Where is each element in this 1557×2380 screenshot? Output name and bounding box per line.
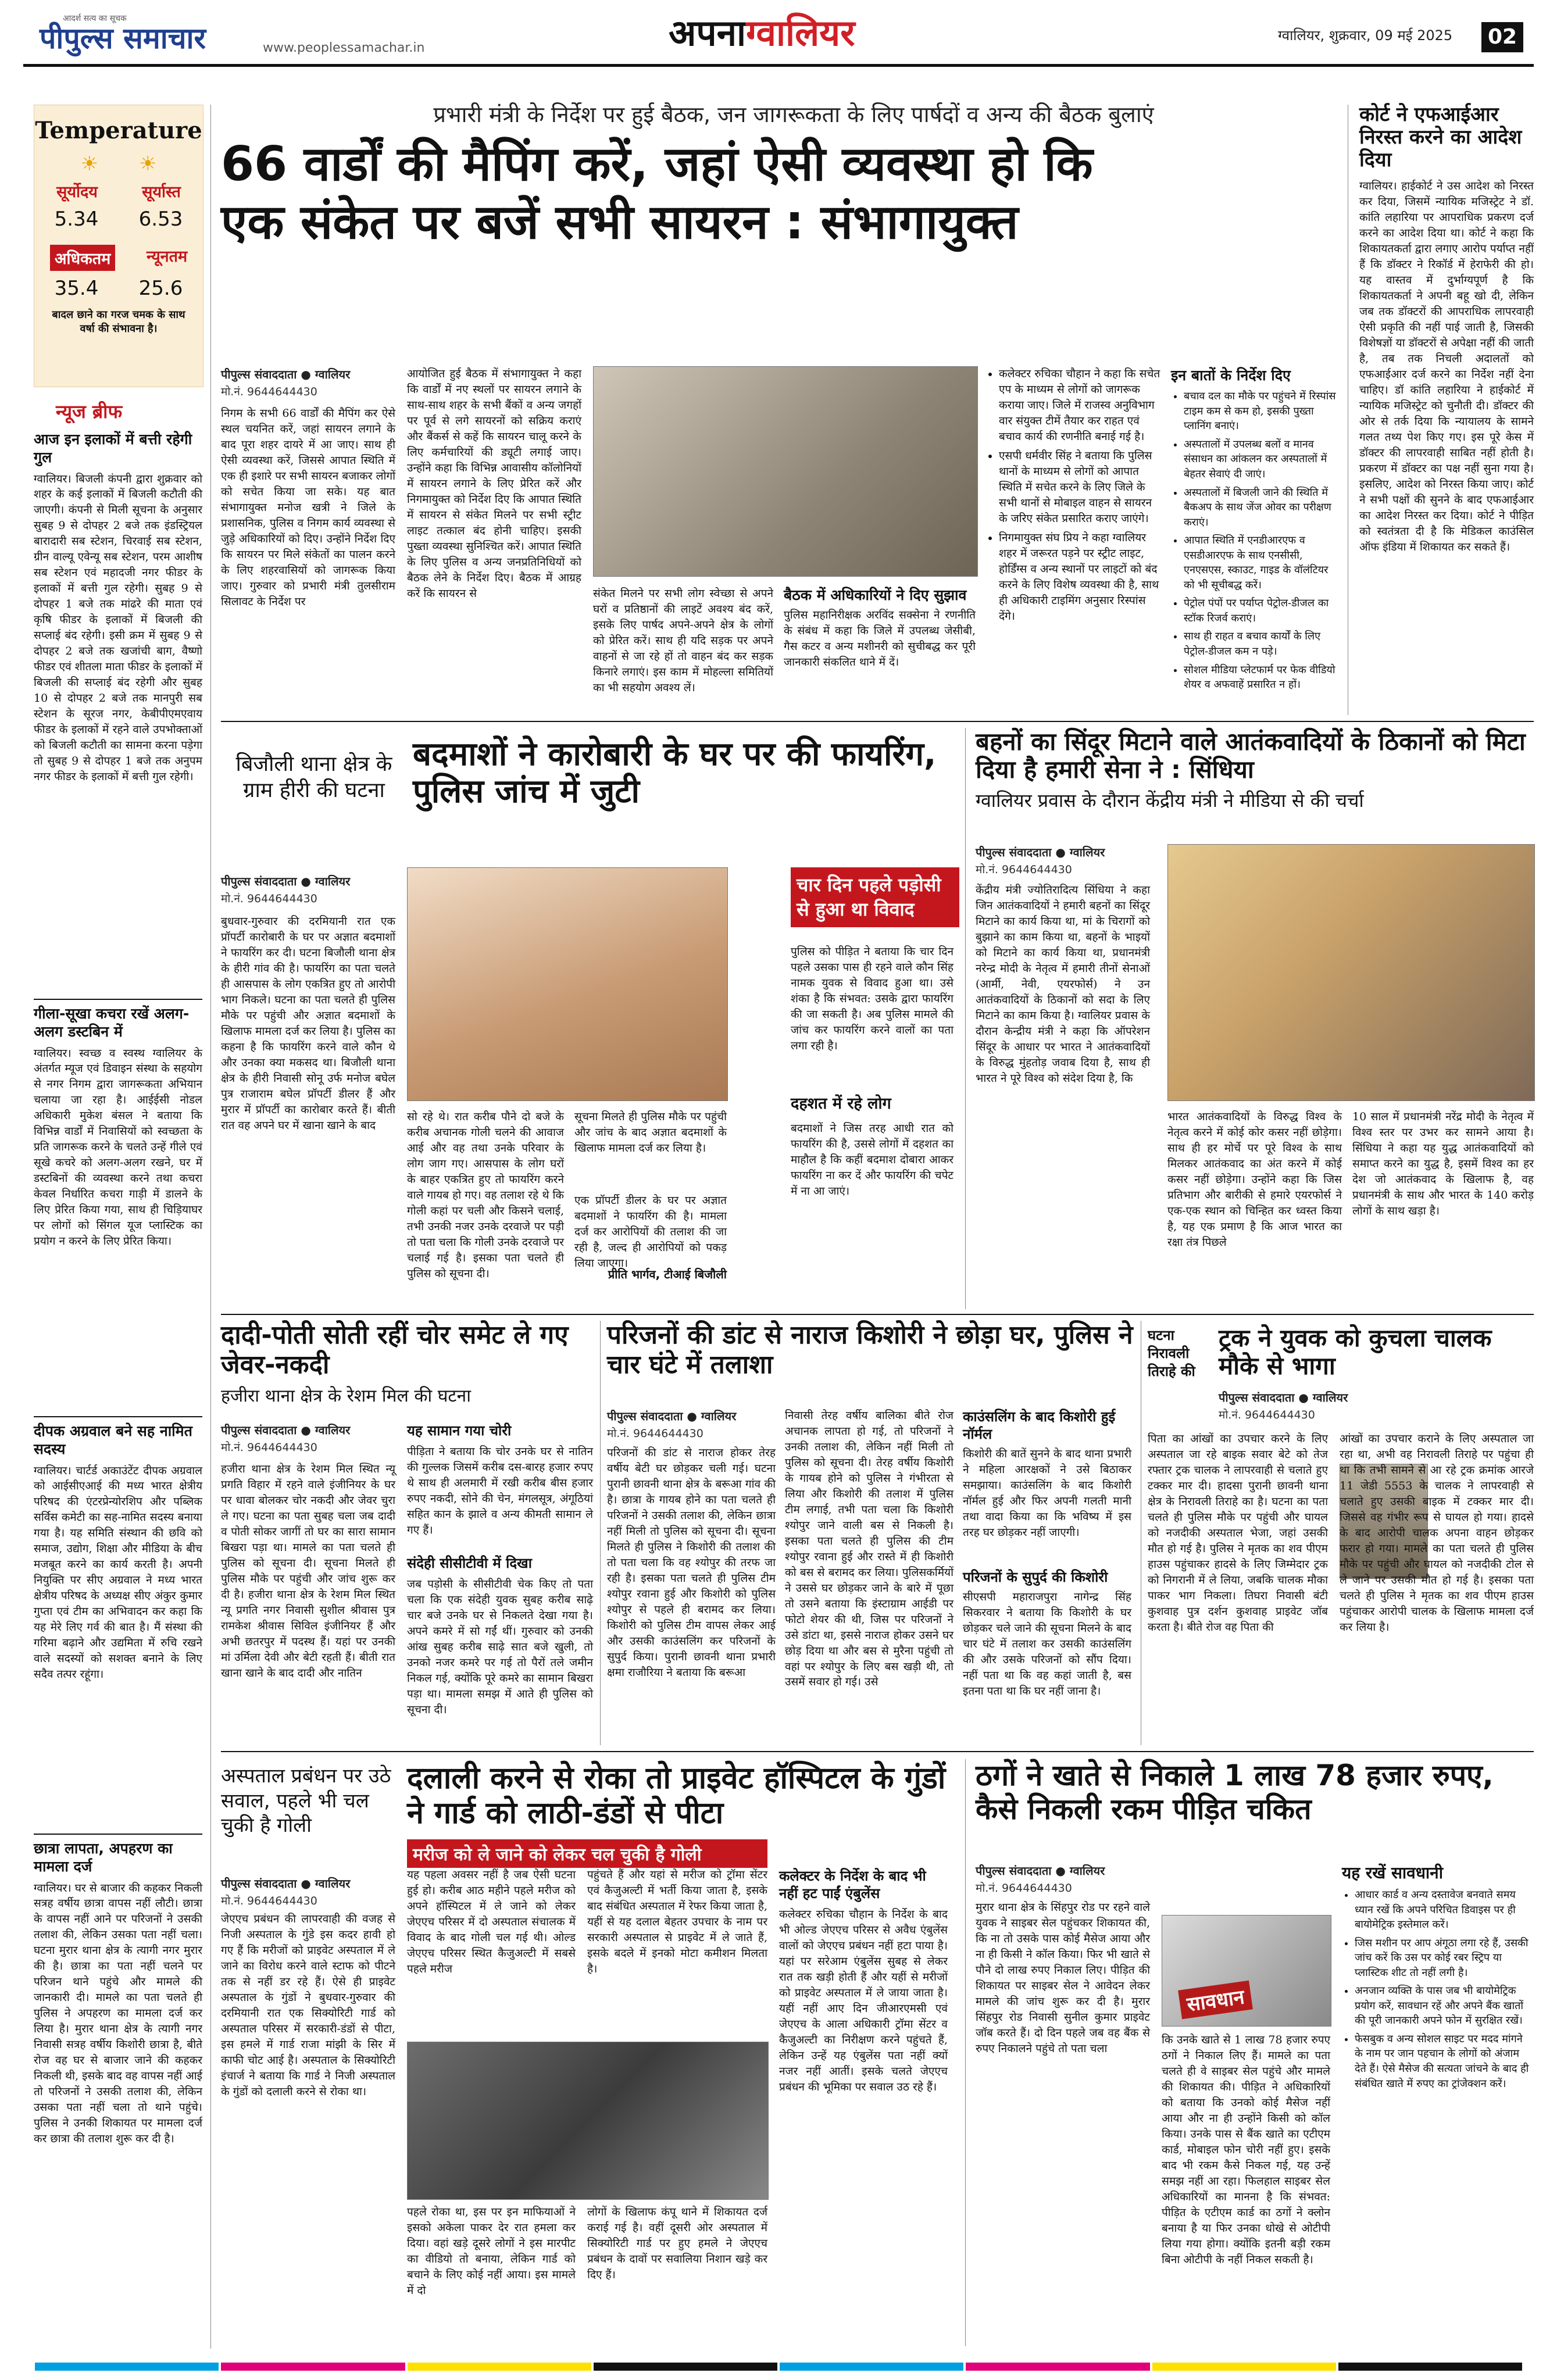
lead-headline-2: एक संकेत पर बजें सभी सायरन : संभागायुक्त [221, 195, 1019, 251]
masthead [0, 0, 1557, 67]
lead-col3: संकेत मिलने पर सभी लोग स्वेच्छा से अपने घरों व प्रतिष्ठानों की लाइटें अवश्य बंद करें, इसके लिए पार्षद अपने-अपने क्षेत्र के लोगों को प्रेरित करें। साथ ही यदि सड़क पर अपने वाहनों से जा रहे हों तो वाहन बंद कर सड़क किनारे लगाएं। इस काम में मोहल्ला समितियों का भी सहयोग अवश्य लें। [593, 587, 773, 694]
girl-col1: परिजनों की डांट से नाराज होकर तेरह वर्षीय बेटी घर छोड़कर चली गई। घटना पुरानी छावनी थाना क्षेत्र के बरूआ गांव की है। छात्रा के गायब होने का पता चलते ही परिजनों ने उसकी तलाश की, लेकिन छात्रा नहीं मिली तो पुलिस को सूचना दी। सूचना मिलते ही पुलिस ने किशोरी की तलाश की तो पता चला कि वह श्योपुर की तरफ जा रही है। इसका पता चलते ही पुलिस टीम श्योपुर रवाना हुई और किशोरी को पुलिस श्योपुर से पहले ही बरामद कर लिया। किशोरी को पुलिस टीम वापस लेकर आई और उसकी काउंसलिंग कर परिजनों के सुपुर्द किया। पुरानी छावनी थाना प्रभारी क्षमा राजौरिया ने बताया कि बरूआ [607, 1446, 776, 1679]
tips-title: यह रखें सावधानी [1342, 1863, 1443, 1882]
scindia-phone: मो.नं. 9644644430 [976, 863, 1072, 876]
theft-col1: हजीरा थाना क्षेत्र के रेशम मिल स्थित न्यू प्रगति विहार में रहने वाले इंजीनियर के घर पर धावा बोलकर चोर नकदी और जेवर चुरा ले गए। घटना का पता सुबह चला जब दादी व पोती सोकर जागीं तो घर का सारा सामान बिखरा पड़ा था। मामले का पता चलते ही पुलिस को सूचना दी। सूचना मिलते ही पुलिस मौके पर पहुंची और जांच शुरू कर दी है। हजीरा थाना क्षेत्र के रेशम मिल स्थित न्यू प्रगति नगर निवासी सुशील श्रीवास पुत्र रामकेश श्रीवास सिविल इंजीनियर हैं और अभी छतरपुर में पदस्थ हैं। यहां पर उनकी मां उर्मिला देवी और बेटी रहती हैं। बीती रात खाना खाने के बाद दादी और नातिन [221, 1463, 395, 1679]
dateline: ग्वालियर, शुक्रवार, 09 मई 2025 [1278, 27, 1453, 44]
firing-badge: चार दिन पहले पड़ोसी से हुआ था विवाद [791, 867, 959, 927]
accident-story [1148, 1321, 1534, 1745]
counselling-body: किशोरी की बातें सुनने के बाद थाना प्रभारी ने महिला आरक्षकों ने उसे बिठाकर समझाया। काउंसलिंग के बाद किशोरी नॉर्मल हुई और फिर अपनी गलती मानी तथा वादा किया का कि भविष्य में इस तरह घर छोड़कर नहीं जाएगी। [963, 1448, 1131, 1539]
hospital-headline: दलाली करने से रोका तो प्राइवेट हॉस्पिटल के गुंडों ने गार्ड को लाठी-डंडों से पीटा [407, 1761, 946, 1831]
lead-story [221, 99, 1337, 715]
stolen-body: पीड़िता ने बताया कि चोर उनके घर से नातिन की गुल्लक जिसमें करीब दस-बारह हजार रुपए थे साथ ही अलमारी में रखी करीब बीस हजार रुपए नकदी, सोने की चेन, मंगलसूत्र, अंगूठियां सहित कान के झाले व अन्य कीमती सामान ले गए हैं। [407, 1445, 593, 1536]
points-item: • पेट्रोल पंपों पर पर्याप्त पेट्रोल-डीजल का स्टॉक रिजर्व कराएं। [1184, 596, 1337, 626]
tips-item: • फेसबुक व अन्य सोशल साइट पर मदद मांगने के नाम पर जान पहचान के लोगों को अंजाम देते हैं। ऐसे मैसेज की सत्यता जांचने के बाद ही संबंधित खाते में रुपए का ट्रांजेक्शन करें। [1355, 2032, 1534, 2091]
scindia-photo [1167, 844, 1535, 1101]
fraud-photo-text: सावधान [1178, 1981, 1253, 2020]
tips-item: • आधार कार्ड व अन्य दस्तावेज बनवाते समय ध्यान रखें कि अपने परिचित डिवाइस पर ही बायोमेट्रिक इस्तेमाल करें। [1355, 1888, 1534, 1932]
fraud-byline: पीपुल्स संवाददाता ● ग्वालियर मो.नं. 9644644430 [976, 1864, 1105, 1895]
tips-box [1342, 1863, 1534, 2339]
tips-item: • जिस मशीन पर आप अंगूठा लगा रहे हैं, उसकी जांच करें कि उस पर कोई रबर स्ट्रिप या प्लास्टिक शीट तो नहीं लगी है। [1355, 1936, 1534, 1981]
firing-story [221, 728, 955, 1309]
brief-title: दीपक अग्रवाल बने सह नामित सदस्य [34, 1423, 192, 1458]
fraud-story [976, 1759, 1534, 2346]
news-brief-column [34, 430, 202, 2337]
lead-byline: पीपुल्स संवाददाता ● ग्वालियर मो.नं. 9644644430 [221, 366, 395, 399]
brand-tagline: आदर्श सत्य का सूचक [63, 14, 127, 23]
lead-phone: मो.नं. 9644644430 [221, 385, 317, 398]
sun-icons [34, 152, 203, 176]
accident-phone: मो.नं. 9644644430 [1219, 1409, 1315, 1421]
hospital-phone: मो.नं. 9644644430 [221, 1895, 317, 1907]
lead-col1: निगम के सभी 66 वार्डों की मैपिंग कर ऐसे स्थल चयनित करें, जहां सायरन लगाने के बाद पूरा शहर दायरे में आ जाए। साथ ही ऐसी व्यवस्था करें, जिससे आपात स्थिति में एक ही इशारे पर सभी सायरन बजाकर लोगों को सचेत किया जा सके। यह बात संभागायुक्त मनोज खत्री ने जिले के प्रशासनिक, पुलिस व निगम कार्य व्यवस्था से जुड़े अधिकारियों को दिए। उन्होंने निर्देश दिए कि सायरन पर मिले संकेतों का पालन करने के लिए शहरवासियों को जागरूक किया जाए। गुरुवार को प्रभारी मंत्री तुलसीराम सिलावट के निर्देश पर [221, 407, 395, 608]
section-title-part1: अपना [669, 12, 747, 54]
hospital-byline: पीपुल्स संवाददाता ● ग्वालियर मो.नं. 9644644430 [221, 1877, 351, 1907]
theft-subhead: हजीरा थाना क्षेत्र के रेशम मिल की घटना [221, 1386, 471, 1407]
section-title-part2: ग्वालियर [746, 12, 855, 54]
firing-quote-by: प्रीति भार्गव, टीआई बिजौली [608, 1267, 727, 1281]
registration-marks [35, 2363, 1522, 2371]
cctv-title: संदेही सीसीटीवी में दिखा [407, 1555, 532, 1571]
ambulance-title: कलेक्टर के निर्देश के बाद भी नहीं हट पाईं एंबुलेंस [779, 1868, 926, 1902]
photo-caption-title: बैठक में अधिकारियों ने दिए सुझाव [784, 587, 967, 603]
accident-headline: ट्रक ने युवक को कुचला चालक मौके से भागा [1219, 1324, 1492, 1381]
scindia-byline: पीपुल्स संवाददाता ● ग्वालियर मो.नं. 9644644430 [976, 845, 1105, 876]
accident-col2: आंखों का उपचार कराने के लिए अस्पताल जा रहा था, अभी वह निरावली तिराहे पर पहुंचा ही था कि तभी सामने से आ रहे ट्रक क्रमांक आरजे 11 जेडी 5553 के चालक ने लापरवाही से चलाते हुए उसकी बाइक में टक्कर मार दी। जिससे वह गंभीर रूप से घायल हो गया। हादसे के बाद आरोपी चालक अपना वाहन छोड़कर फरार हो गया। मामले का पता चलते ही पुलिस मौके पर पहुंची और घायल को नजदीकी टोल से ले जाने पर उसकी मौत हो गई है। इसका पता चलते ही पुलिस ने मृतक का शव पीएम हाउस पहुंचाकर आरोपी चालक के खिलाफ मामला दर्ज कर लिया है। [1340, 1432, 1534, 1634]
lead-col2: आयोजित हुई बैठक में संभागायुक्त ने कहा कि वार्डों में नए स्थलों पर सायरन लगाने के साथ-साथ शहर के सभी बैंकों व अन्य जगहों पर पूर्व से लगे सायरनों को सक्रिय कराएं और बैंकर्स से कहें कि सायरन चालू करने के लिए कर्मचारियों की ड्यूटी लगाई जाए। उन्होंने कहा कि विभिन्न आवासीय कॉलोनियों में सायरन लगाने के लिए प्रेरित करें और निगमायुक्त को निर्देश दिए कि आपात स्थिति में सायरन से संकेत मिलने पर सभी स्ट्रीट लाइट तत्काल बंद होनी चाहिए। इसकी पुख्ता व्यवस्था सुनिश्चित करें। आपात स्थिति के लिए पुलिस व अन्य जनप्रतिनिधियों को बैठक लेने के निर्देश दिए। बैठक में आग्रह करें कि सायरन से [407, 367, 581, 600]
girl-story [607, 1321, 1134, 1745]
brief-title: छात्रा लापता, अपहरण का मामला दर्ज [34, 1840, 173, 1875]
brief-title: आज इन इलाकों में बत्ती रहेगी गुल [34, 431, 192, 466]
counselling-box [963, 1408, 1131, 1717]
sunset-label: सूर्यास्त [142, 183, 181, 201]
hospital-col3: लोगों के खिलाफ कंपू थाने में शिकायत दर्ज कराई गई है। वहीं दूसरी ओर अस्पताल में सिक्योरिटी गार्ड पर हुए हमले ने जेएएच प्रबंधन के दावों पर सवालिया निशान खड़े कर दिए हैं। [587, 2206, 767, 2281]
hospital-col1: जेएएच प्रबंधन की लापरवाही की वजह से निजी अस्पताल के गुंडे इस कदर हावी हो गए हैं कि मरीजों को प्राइवेट अस्पताल में ले जाने का विरोध करने वाले स्टाफ को पीटने तक से नहीं डर रहे हैं। ऐसे ही प्राइवेट अस्पताल के गुंडों ने बुधवार-गुरुवार की दरमियानी रात एक सिक्योरिटी गार्ड को अस्पताल परिसर में सरकारी-डंडों से पीटा, इस हमले में गार्ड राजा मांझी के सिर में काफी चोट आई है। अस्पताल के सिक्योरिटी इंचार्ज ने बताया कि गार्ड ने निजी अस्पताल के गुंडों को दलाली करने से रोका था। [221, 1913, 395, 2098]
accident-col1: पिता का आंखों का उपचार करने के लिए अस्पताल जा रहे बाइक सवार बेटे को तेज रफ्तार ट्रक चालक ने लापरवाही से चलाते हुए टक्कर मार दी। हादसा पुरानी छावनी थाना क्षेत्र के निरावली तिराहे का है। घटना का पता चलते ही पुलिस मौके पर पहुंची और घायल को नजदीकी अस्पताल भेजा, जहां उसकी मौत हो गई है। पुलिस ने मृतक का शव पीएम हाउस पहुंचाकर हादसे के लिए जिम्मेदार ट्रक को निगरानी में ले लिया, जबकि चालक मौका पाकर भाग निकला। तिघरा निवासी बंटी कुशवाह पुत्र दर्शन कुशवाह प्राइवेट जॉब करता है। बीते रोज वह पिता की [1148, 1432, 1328, 1634]
tips-list [1342, 1888, 1534, 2091]
firing-col3: सूचना मिलते ही पुलिस मौके पर पहुंची और जांच के बाद अज्ञात बदमाशों के खिलाफ मामला दर्ज कर लिया है। [574, 1110, 727, 1155]
firing-col4: पुलिस को पीड़ित ने बताया कि चार दिन पहले उसका पास ही रहने वाले कौन सिंह नामक युवक से विवाद हुआ था। उसे शंका है कि संभवत: उसके द्वारा फायरिंग की जा सकती है। अब पुलिस मामले की जांच कर फायरिंग करने वालों का पता लगा रही है। [791, 945, 954, 1052]
brief-item [34, 1839, 202, 2328]
girl-headline: परिजनों की डांट से नाराज किशोरी ने छोड़ा घर, पुलिस ने चार घंटे में तलाशा [607, 1320, 1133, 1380]
brief-body: ग्वालियर। बिजली कंपनी द्वारा शुक्रवार को शहर के कई इलाकों में बिजली कटौती की जाएगी। कंपनी से मिली सूचना के अनुसार सुबह 9 से दोपहर 2 बजे तक इंडस्ट्रियल बारादारी सब स्टेशन, चिरवाई सब स्टेशन, ग्रीन वाल्यू एवेन्यू सब स्टेशन, परम आशीष सब स्टेशन एवं महादजी नगर फीडर के इलाकों में बत्ती गुल रहेगी। सुबह 9 से दोपहर 1 बजे तक मांढरे की माता एवं कृषि फीडर के इलाकों में बिजली की सप्लाई बंद रहेगी। इसी क्रम में सुबह 9 से दोपहर 2 बजे तक खजांची बाग, वैष्णो फीडर एवं शीतला माता फीडर के इलाकों में बिजली की सप्लाई बंद रहेगी और सुबह 10 से दोपहर 2 बजे तक मानपुरी सब स्टेशन के सूरज नगर, केबीपीएमएवाय फीडर के इलाकों में रहने वाले उपभोक्ताओं को बिजली कटौती का सामना करना पड़ेगा तो सुबह 9 से दोपहर 1 बजे तक अनुपम नगर फीडर के इलाकों में बत्ती गुल रहेगी। [34, 472, 202, 783]
ambulance-body: कलेक्टर रुचिका चौहान के निर्देश के बाद भी ओल्ड जेएएच परिसर से अवैध एंबुलेंस वालों को जेएएच प्रबंधन नहीं हटा पाया है। यहां पर सरेआम एंबुलेंस सुबह से लेकर रात तक खड़ी होती हैं और यहीं से मरीजों को प्राइवेट अस्पताल में ले जाया जाता है। यहीं नहीं आए दिन जीआरएमसी एवं जेएएच के आला अधिकारी ट्रॉमा सेंटर व कैजुअल्टी का निरीक्षण करने पहुंचते हैं, लेकिन उन्हें यह एंबुलेंस पता नहीं क्यों नजर नहीं आतीं। इसके चलते जेएएच प्रबंधन की भूमिका पर सवाल उठ रहे हैं। [779, 1908, 948, 2093]
sunrise-time: 5.34 [54, 208, 99, 231]
hospital-col2: पहले रोका था, इस पर इन माफियाओं ने इसको अकेला पाकर देर रात हमला कर दिया। वहां खड़े दूसरे लोगों ने इस मारपीट का वीडियो तो बनाया, लेकिन गार्ड को बचाने के लिए कोई नहीं आया। इस मामले में दो [407, 2206, 576, 2297]
lead-headline-1: 66 वार्डों की मैपिंग करें, जहां ऐसी व्यवस्था हो कि [221, 137, 1093, 192]
fraud-headline: ठगों ने खाते से निकाले 1 लाख 78 हजार रुपए, कैसे निकली रकम पीड़ित चकित [976, 1759, 1494, 1826]
theft-byline: पीपुल्स संवाददाता ● ग्वालियर मो.नं. 9644644430 [221, 1423, 351, 1454]
max-temp: 35.4 [54, 277, 99, 300]
firing-phone: मो.नं. 9644644430 [221, 892, 317, 905]
scindia-col1: केंद्रीय मंत्री ज्योतिरादित्य सिंधिया ने कहा जिन आतंकवादियों ने हमारी बहनों का सिंदूर मिटाने का कार्य किया था, मां के चिरागों को बुझाने का काम किया था, बहनों के भाइयों को मिटाने का कार्य किया था, प्रधानमंत्री नरेन्द्र मोदी के नेतृत्व में हमारी तीनों सेनाओं (आर्मी, नेवी, एयरफोर्स) ने उन आतंकवादियों के ठिकानों को सदा के लिए मिटाने का काम किया है। ग्वालियर प्रवास के दौरान केन्द्रीय मंत्री ने कहा कि ऑपरेशन सिंदूर के आधार पर भारत ने आतंकवादियों के विरुद्ध मुंहतोड़ जवाब दिया है, साथ ही भारत ने पूरे विश्व को संदेश दिया है, कि [976, 884, 1150, 1085]
weather-note: बादल छाने का गरज चमक के साथ वर्षा की संभावना है। [52, 309, 185, 335]
brand-logo [40, 13, 206, 53]
sunset-time: 6.53 [138, 208, 183, 231]
girl-phone: मो.नं. 9644644430 [607, 1427, 703, 1440]
girl-col2: निवासी तेरह वर्षीय बालिका बीते रोज अचानक लापता हो गई, तो परिजनों ने उनकी तलाश की, लेकिन नहीं मिली तो पुलिस को सूचना दी। तेरह वर्षीय किशोरी के गायब होने को पुलिस ने गंभीरता से लिया और किशोरी की तलाश में पुलिस टीम लगाई, तभी पता चला कि किशोरी श्योपुर जाने वाली बस से निकली है। इसका पता चलते ही पुलिस की टीम श्योपुर रवाना हुई और रास्ते में ही किशोरी को बस से बरामद कर लिया। पुलिसकर्मियों ने उससे घर छोड़कर जाने के बारे में पूछा तो उसने बताया कि इंस्टाग्राम आईडी पर फोटो शेयर की थी, जिस पर परिजनों ने उसे डांटा था, इससे नाराज होकर उसने घर छोड़ दिया था और बस से मुरैना पहुंची तो वहां पर श्योपुर के लिए बस खड़ी थी, तो उसमें सवार हो गई। उसे [785, 1409, 954, 1689]
tips-item: • अनजान व्यक्ति के पास जब भी बायोमेट्रिक प्रयोग करें, सावधान रहें और अपने बैंक खातों की पूरी जानकारी अपने फोन में सुरक्षित रखें। [1355, 1984, 1534, 2028]
firing-quote: एक प्रॉपर्टी डीलर के घर पर अज्ञात बदमाशों ने फायरिंग की है। मामला दर्ज कर आरोपियों की तलाश की जा रही है, जल्द ही आरोपियों को पकड़ लिया जाएगा। [574, 1194, 727, 1270]
lead-col4-list [986, 366, 1160, 624]
page-number: 02 [1481, 22, 1523, 52]
lead-kicker: प्रभारी मंत्री के निर्देश पर हुई बैठक, जन जागरूकता के लिए पार्षदों व अन्य की बैठक बुलाएं [433, 102, 1154, 127]
firing-col2: सो रहे थे। रात करीब पौने दो बजे के करीब अचानक गोली चलने की आवाज आई और वह तथा उनके परिवार के लोग जाग गए। आसपास के लोग घरों के बाहर एकत्रित हुए तो फायरिंग करने वाले गायब हो गए। वह तलाश रहे थे कि गोली कहां पर चली और किसने चलाई, तभी उनकी नजर उनके दरवाजे पर पड़ी तो पता चला कि गोली उनके दरवाजे पर चलाई गई है। इसका पता चलते ही पुलिस को सूचना दी। [407, 1110, 564, 1280]
points-title: इन बातों के निर्देश दिए [1171, 367, 1291, 384]
lead-col4-item: • निगमायुक्त संघ प्रिय ने कहा ग्वालियर शहर में जरूरत पड़ने पर स्ट्रीट लाइट, होर्डिंग्स व अन्य स्थानों पर लाइटों को बंद करने के लिए विशेष व्यवस्था की है, साथ ही अधिकारी टाइमिंग अनुसार रिस्पांस देंगे। [999, 530, 1160, 624]
court-headline: कोर्ट ने एफआईआर निरस्त करने का आदेश दिया [1359, 103, 1522, 172]
max-label: अधिकतम [50, 245, 116, 271]
section-title [669, 12, 855, 54]
scindia-headline: बहनों का सिंदूर मिटाने वाले आतंकवादियों के ठिकानों को मिटा दिया है हमारी सेना ने : सिंधिया [976, 727, 1526, 784]
girl-byline: पीपुल्स संवाददाता ● ग्वालियर मो.नं. 9644644430 [607, 1409, 737, 1440]
points-item: • बचाव दल का मौके पर पहुंचने में रिस्पांस टाइम कम से कम हो, इसकी पुख्ता प्लानिंग बनाएं। [1184, 389, 1337, 434]
min-temp: 25.6 [138, 277, 183, 300]
brand-name: पीपुल्स समाचार [40, 22, 206, 55]
scindia-subhead: ग्वालियर प्रवास के दौरान केंद्रीय मंत्री ने मीडिया से की चर्चा [976, 789, 1364, 812]
scindia-col2: भारत आतंकवादियों के विरुद्ध विश्व के नेतृत्व करने में कोई कोर कसर नहीं छोड़ेगा। साथ ही हर मोर्चे पर पूरे विश्व के साथ मिलकर आतंकवाद का अंत करने में कोई कसर नहीं छोड़ेगा। उन्होंने कहा कि जिस प्रतिभाग और बारीकी से हमारे एयरफोर्स ने एक-एक स्थान को चिन्हित कर ध्वस्त किया है, यह एक प्रमाण है कि आज भारत का रक्षा तंत्र पिछले [1167, 1110, 1342, 1249]
accident-side-head: घटना निरावली तिराहे की [1148, 1327, 1195, 1380]
sunset-icon: ☀ [139, 152, 157, 176]
meeting-photo [593, 366, 978, 577]
sunrise-icon: ☀ [80, 152, 98, 176]
panic-title: दहशत में रहे लोग [791, 1095, 891, 1113]
handover-body: सीएसपी महाराजपुरा नागेन्द्र सिंह सिकरवार ने बताया कि किशोरी के घर छोड़कर चले जाने की सूचना मिलने के बाद चार घंटे में तलाश कर उसकी काउंसलिंग की और उसके परिजनों को सौंप दिया। नहीं पता था कि वह कहां जाती है, बस इतना पता था कि घर नहीं जाना है। [963, 1591, 1131, 1698]
firing-quote-box [574, 1193, 727, 1282]
points-item: • साथ ही राहत व बचाव कार्यों के लिए पेट्रोल-डीजल कम न पड़े। [1184, 629, 1337, 659]
brief-title: गीला-सूखा कचरा रखें अलग-अलग डस्टबिन में [34, 1005, 190, 1041]
brief-body: ग्वालियर। स्वच्छ व स्वस्थ ग्वालियर के अंतर्गत म्यूज एवं डिवाइन संस्था के सहयोग से नगर निगम द्वारा जागरूकता अभियान चलाया जा रहा है। आईईसी नोडल अधिकारी मुकेश बंसल ने बताया कि विभिन्न वार्डों में निवासियों को स्वच्छता के प्रति जागरूक करने के चलते उन्हें गीले एवं सूखे कचरे को अलग-अलग रखने, घर में डस्टबिनों की व्यवस्था करने तथा कचरा केवल निर्धारित कचरा गाड़ी में डालने के लिए प्रेरित किया गया, साथ ही चिड़ियाघर पर लोगों को सिंगल यूज प्लास्टिक का प्रयोग न करने के लिए प्रेरित किया। [34, 1046, 202, 1248]
handover-title: परिजनों के सुपुर्द की किशोरी [963, 1569, 1108, 1585]
hospital-side-head: अस्पताल प्रबंधन पर उठे सवाल, पहले भी चल चुकी है गोली [221, 1764, 391, 1837]
lead-col4-item: • एसपी धर्मवीर सिंह ने बताया कि पुलिस थानों के माध्यम से लोगों को आपात स्थिति में सचेत करने के लिए जिले के सभी थानों से मोबाइल वाहन से सायरन के जरिए संकेत प्रसारित कराए जाएंगे। [999, 448, 1160, 527]
cctv-body: जब पड़ोसी के सीसीटीवी चेक किए तो पता चला कि एक संदेही युवक सुबह करीब साढ़े चार बजे उनके घर से निकलते देखा गया है। अपने कमरे में सो गईं थीं। गुरुवार को उनकी आंख सुबह करीब साढ़े सात बजे खुली, तो उनको नजर कमरे पर गई तो पैरों तले जमीन निकल गई, क्योंकि पूरे कमरे का सामान बिखरा पड़ा था। मामला समझ में आते ही पुलिस को सूचना दी। [407, 1578, 593, 1716]
firing-byline: पीपुल्स संवाददाता ● ग्वालियर मो.नं. 9644644430 [221, 874, 351, 905]
theft-headline: दादी-पोती सोती रहीं चोर समेट ले गए जेवर-नकदी [221, 1320, 569, 1380]
panic-body: बदमाशों ने जिस तरह आधी रात को फायरिंग की है, उससे लोगों में दहशत का माहौल है कि कहीं बदमाश दोबारा आकर फायरिंग ना कर दें और फायरिंग की चपेट में ना आ जाएं। [791, 1122, 954, 1198]
temperature-title: Temperature [35, 117, 202, 144]
court-story [1359, 103, 1534, 714]
firing-col1: बुधवार-गुरुवार की दरमियानी रात एक प्रॉपर्टी कारोबारी के घर पर अज्ञात बदमाशों ने फायरिंग कर दी। घटना बिजौली थाना क्षेत्र के हीरी गांव की है। फायरिंग का पता चलते ही आसपास के लोग एकत्रित हुए तो आरोपी भाग निकले। घटना का पता चलते ही पुलिस मौके पर पहुंची और अज्ञात बदमाशों के खिलाफ मामला दर्ज कर लिया है। पुलिस का कहना है कि फायरिंग करने वाले कौन थे और उनका क्या मकसद था। बिजौली थाना क्षेत्र के हीरी निवासी सोनू उर्फ मनोज बघेल पुत्र राजाराम बघेल प्रॉपर्टी डीलर हैं और मुरार में प्रॉपर्टी का कारोबार करते हैं। बीती रात वह अपने घर में खाना खाने के बाद [221, 915, 395, 1132]
firing-side-head: बिजौली थाना क्षेत्र के ग्राम हीरी की घटना [235, 752, 392, 802]
brief-item [34, 1422, 202, 1829]
points-list [1171, 389, 1337, 692]
firing-photo [407, 867, 728, 1101]
photo-caption: पुलिस महानिरीक्षक अरविंद सक्सेना ने रणनीति के संबंध में कहा कि जिले में उपलब्ध जेसीबी, गैस कटर व अन्य मशीनरी को सुचीबद्ध कर पूरी जानकारी संकलित थाने में दें। [784, 609, 976, 669]
firing-headline: बदमाशों ने कारोबारी के घर पर की फायरिंग, पुलिस जांच में जुटी [413, 735, 937, 811]
points-item: • आपात स्थिति में एनडीआरएफ व एसडीआरएफ के साथ एनसीसी, एनएसएस, स्काउट, गाइड के वॉलंटियर को भी सूचीबद्ध करें। [1184, 533, 1337, 592]
counselling-title: काउंसलिंग के बाद किशोरी हुई नॉर्मल [963, 1409, 1116, 1442]
hospital-story [221, 1759, 948, 2346]
fraud-col1: मुरार थाना क्षेत्र के सिंहपुर रोड पर रहने वाले युवक ने साइबर सेल पहुंचकर शिकायत की, कि ना तो उसके पास कोई मैसेज आया और ना ही किसी ने कॉल किया। फिर भी खाते से पौने दो लाख रुपए निकाल लिए। पीड़ित की शिकायत पर साइबर सेल ने आवेदन लेकर मामले की जांच शुरू कर दी है। मुरार सिंहपुर रोड निवासी सुनील कुमार प्राइवेट जॉब करते हैं। दो दिन पहले जब वह बैंक से रुपए निकालने पहुंचे तो पता चला [976, 1901, 1150, 2055]
brief-item [34, 430, 202, 994]
scindia-story [976, 728, 1534, 1309]
theft-story [221, 1321, 593, 1745]
hospital-photo [407, 2042, 769, 2200]
points-item: • अस्पतालों में बिजली जाने की स्थिति में बैकअप के साथ जेंज ओवर का परीक्षण कराएं। [1184, 485, 1337, 530]
court-body: ग्वालियर। हाईकोर्ट ने उस आदेश को निरस्त कर दिया, जिसमें न्यायिक मजिस्ट्रेट ने डॉ. कांति लहारिया पर आपराधिक प्रकरण दर्ज करने का आदेश दिया था। कोर्ट ने कहा कि शिकायतकर्ता द्वारा लगाए आरोप पर्याप्त नहीं हैं कि डॉक्टर ने रिकॉर्ड में हेराफेरी की हो। यह वास्तव में दुर्भाग्यपूर्ण है कि शिकायतकर्ता ने अपनी बहू खो दी, लेकिन जब तक डॉक्टरों की आपराधिक लापरवाही ऐसी प्रकृति की नहीं पाई जाती है, जिसकी विशेषज्ञों या डॉक्टरों से अपेक्षा नहीं की जाती है, तब तक निचली अदालतों को एफआईआर दर्ज करने का निर्देश नहीं देना चाहिए। डॉ कांति लहारिया ने हाईकोर्ट में न्यायिक मजिस्ट्रेट को चुनौती दी। डॉक्टर की ओर से तर्क दिया कि न्यायालय के सामने गलत तथ्य पेश किए गए। इस पूरे केस में डॉक्टर की लापरवाही साबित नहीं होती है। प्रकरण में डॉक्टर का पक्ष नहीं सुना गया है। इसलिए, आदेश को निरस्त किया जाए। कोर्ट ने सभी पक्षों की सुनने के बाद एफआईआर का आदेश निरस्त कर दिया। कोर्ट ने पीड़ित को स्वतंत्रता दी है कि मेडिकल काउंसिल ऑफ इंडिया में शिकायत कर सकते हैं। [1359, 180, 1534, 553]
hospital-col2-top: यह पहला अवसर नहीं है जब ऐसी घटना हुई हो। करीब आठ महीने पहले मरीज को अपने हॉस्पिटल में ले जाने को लेकर जेएएच परिसर में दो अस्पताल संचालक में विवाद के बाद गोली चल गई थी। ओल्ड जेएएच परिसर स्थित कैजुअल्टी में सबसे पहले मरीज [407, 1868, 576, 1975]
accident-byline: पीपुल्स संवाददाता ● ग्वालियर मो.नं. 9644644430 [1219, 1391, 1348, 1421]
stolen-title: यह सामान गया चोरी [407, 1423, 512, 1439]
theft-phone: मो.नं. 9644644430 [221, 1441, 317, 1454]
website: www.peoplessamachar.in [263, 41, 425, 55]
points-item: • अस्पतालों में उपलब्ध बलों व मानव संसाधन का आंकलन कर अस्पतालों में बेहतर सेवाएं दी जाएं। [1184, 437, 1337, 482]
ambulance-box [779, 1867, 948, 2308]
hospital-banner: मरीज को ले जाने को लेकर चल चुकी है गोली [407, 1839, 767, 1868]
news-brief-label: न्यूज ब्रीफ [56, 401, 123, 423]
scindia-col3: 10 साल में प्रधानमंत्री नरेंद्र मोदी के नेतृत्व में विश्व स्तर पर उभर कर सामने आया है। सिंधिया ने कहा यह युद्ध आतंकवादियों को समाप्त करने का युद्ध है, इसमें विश्व का हर देश जो आतंकवाद के खिलाफ है, वह प्रधानमंत्री के साथ और भारत के 140 करोड़ लोगों के साथ खड़ा है। [1352, 1110, 1534, 1217]
brief-item [34, 1005, 202, 1411]
points-item: • सोशल मीडिया प्लेटफार्म पर फेक वीडियो शेयर व अफवाहें प्रसारित न हों। [1184, 663, 1337, 692]
brief-body: ग्वालियर। घर से बाजार की कहकर निकली सत्रह वर्षीय छात्रा वापस नहीं लौटी। छात्रा के वापस नहीं आने पर परिजनों ने उसकी तलाश की, लेकिन उसका पता नहीं चला। घटना मुरार थाना क्षेत्र के त्यागी नगर मुरार की है। छात्रा का पता नहीं चलने पर परिजन थाने पहुंचे और मामले की जानकारी दी। मामले का पता चलते ही पुलिस ने अपहरण का मामला दर्ज कर लिया है। मुरार थाना क्षेत्र के त्यागी नगर निवासी सत्रह वर्षीय किशोरी छात्रा है, बीते रोज वह घर से बाजार जाने की कहकर निकली थी, इसके बाद वह वापस नहीं आई तो परिजनों ने उसकी तलाश की, लेकिन उसका पता नहीं चला तो थाने पहुंचे। पुलिस ने उनकी शिकायत पर मामला दर्ज कर छात्रा की तलाश शुरू कर दी है। [34, 1881, 202, 2145]
fraud-col2: कि उनके खाते से 1 लाख 78 हजार रुपए ठगों ने निकाल लिए हैं। मामले का पता चलते ही वे साइबर सेल पहुंचे और मामले की शिकायत की। पीड़ित ने अधिकारियों को बताया कि उनको कोई मैसेज नहीं आया और ना ही उन्होंने किसी को कॉल किया। उनके पास से बैंक खाते का एटीएम कार्ड, मोबाइल फोन चोरी नहीं हुए। इसके बाद भी रकम कैसे निकल गई, यह उन्हें समझ नहीं आ रहा। फिलहाल साइबर सेल अधिकारियों का मानना है कि संभवत: पीड़ित के एटीएम कार्ड का ठगों ने क्लोन बनाया है या फिर उनका धोखे से ओटीपी लिया गया होगा। क्योंकि इतनी बड़ी रकम बिना ओटीपी के नहीं निकल सकती है। [1162, 2034, 1330, 2266]
temperature-box [34, 105, 203, 387]
sunrise-label: सूर्योदय [56, 183, 98, 201]
hospital-col3-top: पहुंचते हैं और यहां से मरीज को ट्रॉमा सेंटर एवं कैजुअल्टी में भर्ती किया जाता है, इसके बाद संबंधित अस्पताल में रेफर किया जाता है, यहीं से यह दलाल बेहतर उपचार के नाम पर सरकारी अस्पताल से प्राइवेट में ले जाते हैं, इसके बदले में इनको मोटा कमीशन मिलता है। [587, 1868, 767, 1975]
brief-body: ग्वालियर। चार्टर्ड अकाउंटेंट दीपक अग्रवाल को आईसीएआई की मध्य भारत क्षेत्रीय परिषद की एंटरप्रेन्योरशिप और पब्लिक सर्विस कमेटी का सह-नामित सदस्य बनाया गया है। यह समिति संस्थान की छवि को समाज, उद्योग, शिक्षा और मीडिया के बीच मजबूत करने का कार्य करती है। अपनी नियुक्ति पर सीए अग्रवाल ने मध्य भारत क्षेत्रीय परिषद के अध्यक्ष सीए अंकुर कुमार गुप्ता एवं टीम का अभिवादन कर कहा कि यह मेरे लिए गर्व की बात है। मैं संस्था की गरिमा बढ़ाने और उद्यमिता में रुचि रखने वाले सदस्यों को सशक्त बनाने के लिए सदैव तत्पर रहूंगा। [34, 1464, 202, 1681]
lead-col4-item: • कलेक्टर रुचिका चौहान ने कहा कि सचेत एप के माध्यम से लोगों को जागरूक कराया जाए। जिले में राजस्व अनुविभाग वार संयुक्त टीमें तैयार कर राहत एवं बचाव कार्य की रणनीति बनाई गई है। [999, 366, 1160, 445]
min-label: न्यूनतम [147, 248, 188, 266]
fraud-phone: मो.नं. 9644644430 [976, 1882, 1072, 1895]
masthead-rule [23, 64, 1534, 67]
